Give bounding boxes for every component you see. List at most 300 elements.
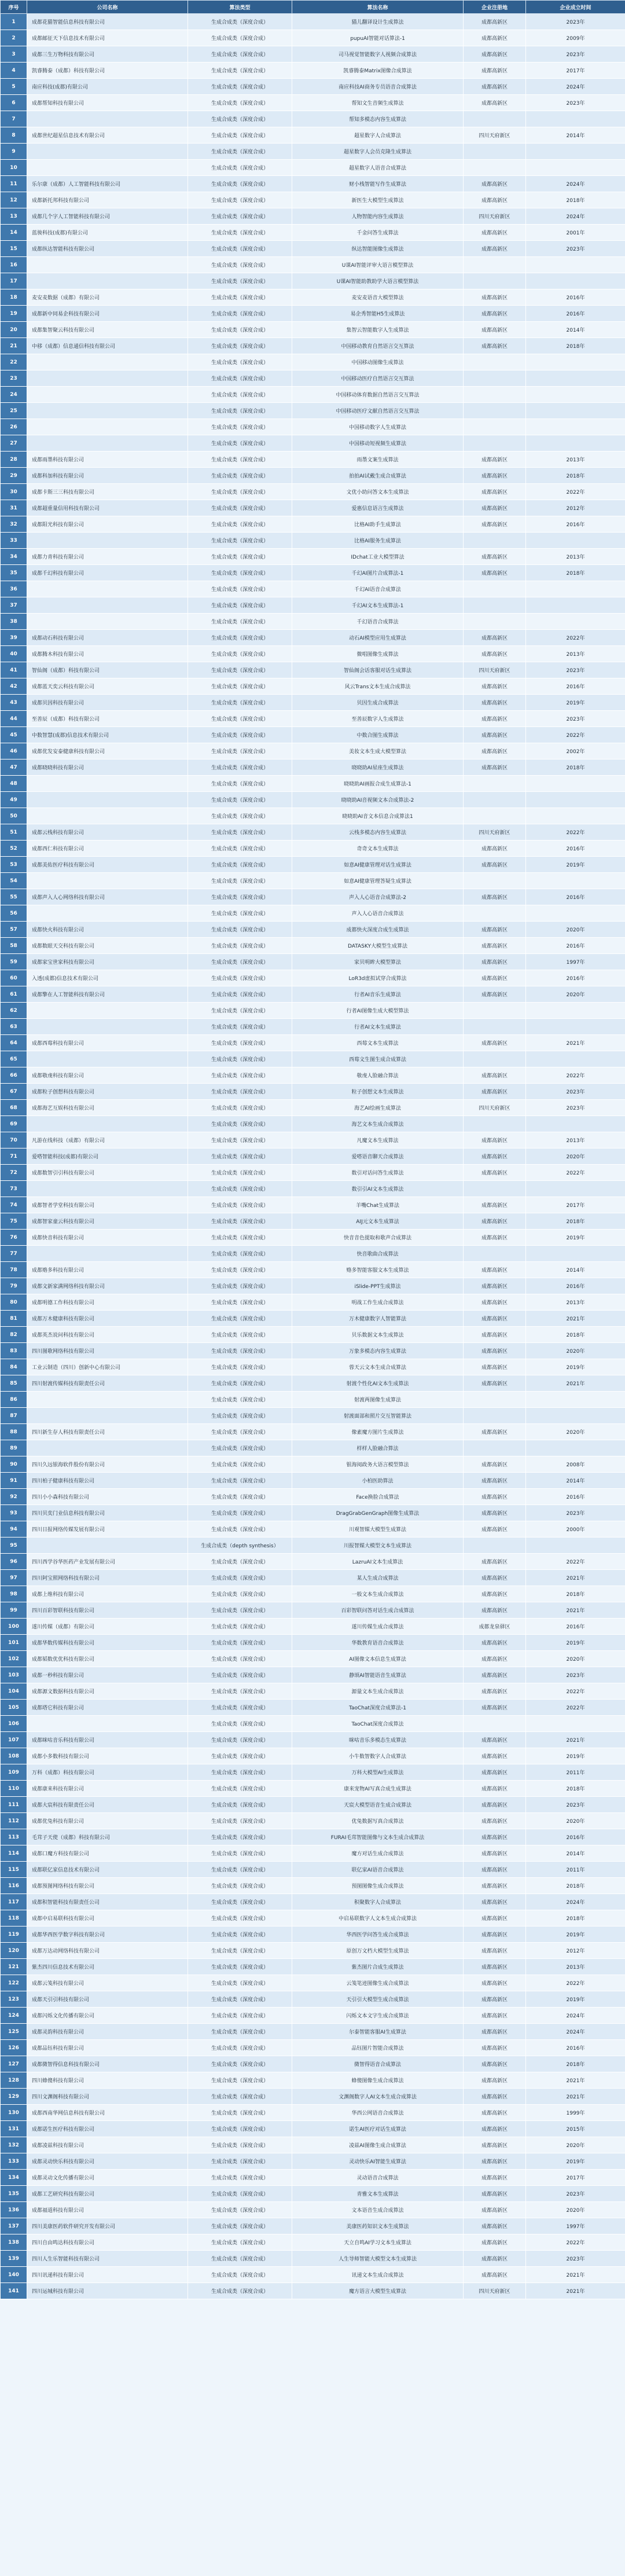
cell-registration-region: 成都高新区 <box>464 2186 526 2202</box>
cell-registration-region: 成都高新区 <box>464 1148 526 1165</box>
cell-company: 成都中启易联科技有限公司 <box>27 1910 188 1927</box>
cell-company: 成都预图网络科技有限公司 <box>27 1878 188 1894</box>
cell-index: 44 <box>1 711 27 727</box>
cell-registration-region: 成都高新区 <box>464 857 526 873</box>
table-row <box>1 289 625 306</box>
cell-company: 四川美康医药软件研究开发有限公司 <box>27 2218 188 2234</box>
cell-company <box>27 1116 188 1132</box>
cell-registration-region: 成都高新区 <box>464 2267 526 2283</box>
cell-company: 成都集智聚云科技有限公司 <box>27 322 188 338</box>
cell-index: 71 <box>1 1148 27 1165</box>
cell-index: 131 <box>1 2121 27 2137</box>
table-row <box>1 1327 625 1343</box>
cell-algorithm-type: 生成合成类（深度合成） <box>188 1651 292 1667</box>
cell-registration-region <box>464 1716 526 1732</box>
cell-company: 成都快火科技有限公司 <box>27 922 188 938</box>
cell-company: 成都阳光科技有限公司 <box>27 516 188 533</box>
cell-registration-region: 四川天府新区 <box>464 2283 526 2299</box>
cell-registration-region: 成都高新区 <box>464 2008 526 2024</box>
cell-index: 116 <box>1 1878 27 1894</box>
cell-algorithm-name: 积聚数字人合成算法 <box>292 1894 464 1910</box>
cell-algorithm-name: DATASKY大模型生成算法 <box>292 938 464 954</box>
table-row <box>1 1473 625 1489</box>
cell-company: 成都塔它科技有限公司 <box>27 1700 188 1716</box>
cell-company <box>27 403 188 419</box>
cell-algorithm-type: 生成合成类（深度合成） <box>188 1213 292 1230</box>
cell-algorithm-name: 赂多智能客服文本生成算法 <box>292 1262 464 1278</box>
cell-founded-year: 2000年 <box>526 1521 625 1537</box>
cell-algorithm-name: 人物智能内容生成算法 <box>292 208 464 225</box>
cell-registration-region <box>464 581 526 597</box>
cell-algorithm-type: 生成合成类（深度合成） <box>188 1829 292 1845</box>
cell-company: 四川阿宝照网络科技有限公司 <box>27 1570 188 1586</box>
cell-index: 74 <box>1 1197 27 1213</box>
cell-index: 135 <box>1 2186 27 2202</box>
cell-registration-region: 成都高新区 <box>464 727 526 743</box>
cell-registration-region: 成都高新区 <box>464 1959 526 1975</box>
cell-algorithm-name: 讯递文本生成合成算法 <box>292 2267 464 2283</box>
cell-company: 四川蜂傻科技有限公司 <box>27 2072 188 2089</box>
cell-registration-region: 成都高新区 <box>464 2137 526 2153</box>
table-row <box>1 273 625 289</box>
cell-algorithm-name: 海艺文本生成合成算法 <box>292 1116 464 1132</box>
cell-founded-year: 2021年 <box>526 1602 625 1619</box>
table-row <box>1 1700 625 1716</box>
cell-index: 82 <box>1 1327 27 1343</box>
cell-company: 成都雨墨科技有限公司 <box>27 452 188 468</box>
cell-algorithm-type: 生成合成类（深度合成） <box>188 306 292 322</box>
cell-registration-region: 成都高新区 <box>464 14 526 30</box>
cell-algorithm-name: 行者AI音乐生成算法 <box>292 986 464 1003</box>
cell-algorithm-type: 生成合成类（深度合成） <box>188 1181 292 1197</box>
cell-algorithm-name: 静颂AI智能语音生成算法 <box>292 1667 464 1683</box>
cell-founded-year: 2019年 <box>526 695 625 711</box>
cell-algorithm-type: 生成合成类（深度合成） <box>188 322 292 338</box>
cell-founded-year: 2013年 <box>526 646 625 662</box>
cell-company <box>27 1537 188 1554</box>
cell-company: 毛茸子天使（成都）科技有限公司 <box>27 1829 188 1845</box>
cell-registration-region: 成都高新区 <box>464 468 526 484</box>
cell-index: 13 <box>1 208 27 225</box>
cell-founded-year: 2013年 <box>526 1132 625 1148</box>
cell-algorithm-name: 西莓文本生成算法 <box>292 1035 464 1051</box>
cell-registration-region <box>464 1181 526 1197</box>
cell-algorithm-name: 源量文本生成合成算法 <box>292 1683 464 1700</box>
cell-founded-year <box>526 111 625 127</box>
cell-algorithm-type: 生成合成类（深度合成） <box>188 176 292 192</box>
cell-algorithm-type: 生成合成类（深度合成） <box>188 2186 292 2202</box>
cell-company <box>27 435 188 452</box>
table-row <box>1 533 625 549</box>
cell-registration-region: 成都高新区 <box>464 1570 526 1586</box>
cell-company: 中数智慧(成都)信息技术有限公司 <box>27 727 188 743</box>
cell-algorithm-name: 易企秀智能H5生成算法 <box>292 306 464 322</box>
cell-founded-year <box>526 1181 625 1197</box>
cell-index: 129 <box>1 2089 27 2105</box>
table-row <box>1 192 625 208</box>
cell-algorithm-name: 明战工作生成合成算法 <box>292 1294 464 1311</box>
table-row <box>1 1246 625 1262</box>
table-row <box>1 824 625 841</box>
cell-algorithm-type: 生成合成类（深度合成） <box>188 370 292 387</box>
cell-algorithm-name: 晓晓助AI音文本信息合成算法1 <box>292 808 464 824</box>
table-row <box>1 2105 625 2121</box>
cell-registration-region: 成都高新区 <box>464 1230 526 1246</box>
cell-registration-region <box>464 614 526 630</box>
cell-founded-year: 2019年 <box>526 1927 625 1943</box>
cell-company <box>27 144 188 160</box>
cell-registration-region: 成都高新区 <box>464 63 526 79</box>
cell-founded-year <box>526 370 625 387</box>
cell-index: 12 <box>1 192 27 208</box>
cell-index: 62 <box>1 1003 27 1019</box>
table-row <box>1 484 625 500</box>
table-row <box>1 1975 625 1991</box>
cell-algorithm-name: 华西医学问答生成合成算法 <box>292 1927 464 1943</box>
cell-company: 成都贝因科技有限公司 <box>27 695 188 711</box>
cell-company: 四川运城科技有限公司 <box>27 2283 188 2299</box>
cell-index: 15 <box>1 241 27 257</box>
cell-algorithm-type: 生成合成类（深度合成） <box>188 1067 292 1084</box>
cell-algorithm-name: 海艺AI绘画生成算法 <box>292 1100 464 1116</box>
cell-company: 四川讯递科技有限公司 <box>27 2267 188 2283</box>
cell-company: 成都世纪超星信息技术有限公司 <box>27 127 188 144</box>
cell-registration-region <box>464 1051 526 1067</box>
cell-company: 成都粒子创想科技有限公司 <box>27 1084 188 1100</box>
cell-registration-region: 成都高新区 <box>464 1748 526 1764</box>
cell-index: 81 <box>1 1311 27 1327</box>
cell-founded-year: 1999年 <box>526 2105 625 2121</box>
table-row <box>1 500 625 516</box>
cell-registration-region: 成都高新区 <box>464 176 526 192</box>
cell-company: 成都上维科技有限公司 <box>27 1586 188 1602</box>
cell-registration-region <box>464 1019 526 1035</box>
cell-company: 四川百彩智联科技有限公司 <box>27 1602 188 1619</box>
table-row <box>1 1067 625 1084</box>
cell-registration-region: 成都高新区 <box>464 1829 526 1845</box>
cell-company: 成都西仁科技有限公司 <box>27 841 188 857</box>
cell-founded-year: 2020年 <box>526 2137 625 2153</box>
cell-algorithm-type: 生成合成类（深度合成） <box>188 63 292 79</box>
cell-company <box>27 776 188 792</box>
cell-algorithm-name: 射渡个性化AI文本生成算法 <box>292 1375 464 1392</box>
cell-registration-region: 成都高新区 <box>464 1683 526 1700</box>
table-row <box>1 419 625 435</box>
cell-founded-year: 2018年 <box>526 2056 625 2072</box>
cell-registration-region <box>464 1116 526 1132</box>
cell-company: 麦安麦数据（成都）有限公司 <box>27 289 188 306</box>
cell-index: 30 <box>1 484 27 500</box>
table-row <box>1 2202 625 2218</box>
cell-index: 91 <box>1 1473 27 1489</box>
cell-index: 96 <box>1 1554 27 1570</box>
cell-founded-year <box>526 160 625 176</box>
cell-algorithm-name: 紫杰图片合成生成算法 <box>292 1959 464 1975</box>
cell-algorithm-type: 生成合成类（深度合成） <box>188 79 292 95</box>
table-row <box>1 2234 625 2251</box>
table-row <box>1 1910 625 1927</box>
cell-company: 成都超重量信用科技有限公司 <box>27 500 188 516</box>
cell-company: 成都一秒科技有限公司 <box>27 1667 188 1683</box>
cell-registration-region: 成都高新区 <box>464 1700 526 1716</box>
cell-registration-region: 成都高新区 <box>464 1975 526 1991</box>
cell-company <box>27 792 188 808</box>
cell-algorithm-type: 生成合成类（深度合成） <box>188 2202 292 2218</box>
cell-index: 92 <box>1 1489 27 1505</box>
cell-algorithm-type: 生成合成类（深度合成） <box>188 1716 292 1732</box>
cell-registration-region: 成都高新区 <box>464 1813 526 1829</box>
cell-algorithm-name: 如意AI健康管理答疑生成算法 <box>292 873 464 889</box>
cell-founded-year: 2024年 <box>526 208 625 225</box>
cell-algorithm-name: 声入人心语音合成算法-2 <box>292 889 464 905</box>
cell-algorithm-name: 至善辰数字人生成算法 <box>292 711 464 727</box>
cell-registration-region <box>464 792 526 808</box>
cell-registration-region: 成都高新区 <box>464 1505 526 1521</box>
cell-registration-region: 成都高新区 <box>464 1521 526 1537</box>
table-row <box>1 1019 625 1035</box>
cell-company: 入透(成都)信息技术有限公司 <box>27 970 188 986</box>
cell-company <box>27 1408 188 1424</box>
cell-company: 成都大宸科技有限责任公司 <box>27 1797 188 1813</box>
cell-algorithm-type: 生成合成类（深度合成） <box>188 500 292 516</box>
cell-index: 124 <box>1 2008 27 2024</box>
cell-founded-year: 2019年 <box>526 1635 625 1651</box>
cell-registration-region: 成都高新区 <box>464 1294 526 1311</box>
cell-algorithm-type: 生成合成类（深度合成） <box>188 695 292 711</box>
table-row <box>1 1845 625 1862</box>
cell-index: 67 <box>1 1084 27 1100</box>
cell-algorithm-type: 生成合成类（深度合成） <box>188 1230 292 1246</box>
cell-algorithm-type: 生成合成类（深度合成） <box>188 1781 292 1797</box>
cell-registration-region: 成都高新区 <box>464 1554 526 1570</box>
cell-algorithm-type: 生成合成类（深度合成） <box>188 597 292 614</box>
cell-registration-region: 成都高新区 <box>464 500 526 516</box>
cell-index: 57 <box>1 922 27 938</box>
cell-company: 成都诺生医疗科技有限公司 <box>27 2121 188 2137</box>
cell-registration-region: 成都高新区 <box>464 1132 526 1148</box>
cell-registration-region <box>464 533 526 549</box>
cell-company: 至善辰（成都）科技有限公司 <box>27 711 188 727</box>
table-row <box>1 516 625 533</box>
table-row <box>1 1635 625 1651</box>
cell-index: 72 <box>1 1165 27 1181</box>
cell-algorithm-type: 生成合成类（深度合成） <box>188 127 292 144</box>
cell-company <box>27 273 188 289</box>
cell-algorithm-name: 帮知多模态内容生成算法 <box>292 111 464 127</box>
cell-algorithm-name: 行者AI文本生成算法 <box>292 1019 464 1035</box>
table-row <box>1 1732 625 1748</box>
cell-algorithm-type: 生成合成类（深度合成） <box>188 46 292 63</box>
table-row <box>1 1262 625 1278</box>
cell-algorithm-name: 中国移动教育自然语言交互算法 <box>292 338 464 354</box>
cell-algorithm-name: 纵达智能图像生成算法 <box>292 241 464 257</box>
cell-algorithm-type: 生成合成类（深度合成） <box>188 873 292 889</box>
cell-algorithm-type: 生成合成类（深度合成） <box>188 2153 292 2170</box>
cell-algorithm-name: 康来宠物AI写真合成生成算法 <box>292 1781 464 1797</box>
cell-registration-region <box>464 808 526 824</box>
cell-company: 四川新生存人科技有限责任公司 <box>27 1424 188 1440</box>
cell-algorithm-name: 麦安麦语音大模型算法 <box>292 289 464 306</box>
cell-index: 84 <box>1 1359 27 1375</box>
table-row <box>1 127 625 144</box>
cell-founded-year <box>526 808 625 824</box>
cell-index: 37 <box>1 597 27 614</box>
cell-company: 乐尔康（成都）人工智能科技有限公司 <box>27 176 188 192</box>
table-row <box>1 1683 625 1700</box>
cell-algorithm-name: 贝因生成合成算法 <box>292 695 464 711</box>
cell-founded-year: 2017年 <box>526 1197 625 1213</box>
cell-algorithm-name: 中国移动短视频生成算法 <box>292 435 464 452</box>
cell-company: 四川射渡传媒科技有限责任公司 <box>27 1375 188 1392</box>
cell-founded-year: 2016年 <box>526 841 625 857</box>
table-row <box>1 1343 625 1359</box>
cell-index: 14 <box>1 225 27 241</box>
cell-registration-region: 成都高新区 <box>464 95 526 111</box>
cell-company: 四川西学谷华医药产业发展有限公司 <box>27 1554 188 1570</box>
table-row <box>1 1359 625 1375</box>
cell-index: 77 <box>1 1246 27 1262</box>
cell-company: 成都福道科技有限公司 <box>27 2202 188 2218</box>
cell-algorithm-name: 联亿家AI语音合成算法 <box>292 1862 464 1878</box>
cell-index: 25 <box>1 403 27 419</box>
cell-founded-year: 1997年 <box>526 954 625 970</box>
table-row <box>1 776 625 792</box>
cell-index: 130 <box>1 2105 27 2121</box>
cell-registration-region: 成都高新区 <box>464 452 526 468</box>
cell-algorithm-type: 生成合成类（深度合成） <box>188 1278 292 1294</box>
cell-algorithm-type: 生成合成类（深度合成） <box>188 2251 292 2267</box>
cell-registration-region: 成都高新区 <box>464 1213 526 1230</box>
cell-index: 90 <box>1 1456 27 1473</box>
cell-company: 四川久远银海软件股份有限公司 <box>27 1456 188 1473</box>
cell-algorithm-type: 生成合成类（深度合成） <box>188 1667 292 1683</box>
cell-algorithm-name: iSlide-PPT生成算法 <box>292 1278 464 1294</box>
cell-registration-region: 成都高新区 <box>464 2056 526 2072</box>
cell-index: 2 <box>1 30 27 46</box>
cell-index: 75 <box>1 1213 27 1230</box>
cell-algorithm-type: 生成合成类（深度合成） <box>188 1100 292 1116</box>
cell-registration-region: 成都高新区 <box>464 646 526 662</box>
table-row <box>1 1035 625 1051</box>
cell-company: 成都联亿家信息技术有限公司 <box>27 1862 188 1878</box>
cell-company: 成都力青科技有限公司 <box>27 549 188 565</box>
cell-registration-region <box>464 257 526 273</box>
cell-algorithm-type: 生成合成类（深度合成） <box>188 1894 292 1910</box>
cell-registration-region: 成都高新区 <box>464 1797 526 1813</box>
cell-registration-region: 成都高新区 <box>464 1165 526 1181</box>
cell-founded-year: 2019年 <box>526 1230 625 1246</box>
cell-algorithm-name: 文优小助问答文本生成算法 <box>292 484 464 500</box>
cell-registration-region <box>464 1440 526 1456</box>
cell-registration-region: 成都高新区 <box>464 79 526 95</box>
cell-index: 138 <box>1 2234 27 2251</box>
table-row <box>1 1311 625 1327</box>
table-row <box>1 2267 625 2283</box>
cell-company: 四川贝奕门业信息科技有限公司 <box>27 1505 188 1521</box>
cell-founded-year: 2023年 <box>526 662 625 678</box>
cell-company <box>27 1716 188 1732</box>
table-row <box>1 95 625 111</box>
cell-algorithm-name: 比格AI助手生成算法 <box>292 516 464 533</box>
cell-index: 42 <box>1 678 27 695</box>
cell-algorithm-type: 生成合成类（深度合成） <box>188 808 292 824</box>
cell-algorithm-name: 快音歌曲合成算法 <box>292 1246 464 1262</box>
cell-index: 52 <box>1 841 27 857</box>
cell-algorithm-type: 生成合成类（深度合成） <box>188 581 292 597</box>
table-row <box>1 873 625 889</box>
table-row <box>1 403 625 419</box>
cell-algorithm-type: 生成合成类（深度合成） <box>188 1003 292 1019</box>
table-row <box>1 808 625 824</box>
cell-founded-year: 2019年 <box>526 1359 625 1375</box>
cell-algorithm-name: 快音音色提取和歌声合成算法 <box>292 1230 464 1246</box>
cell-registration-region: 成都高新区 <box>464 2251 526 2267</box>
cell-company: 四川日报网络传媒发展有限公司 <box>27 1521 188 1537</box>
cell-algorithm-name: 羊嘴Chat生成算法 <box>292 1197 464 1213</box>
cell-algorithm-type: 生成合成类（深度合成） <box>188 419 292 435</box>
cell-index: 139 <box>1 2251 27 2267</box>
cell-registration-region <box>464 403 526 419</box>
cell-index: 26 <box>1 419 27 435</box>
cell-registration-region: 成都高新区 <box>464 1894 526 1910</box>
cell-company <box>27 419 188 435</box>
cell-company: 成都工艺研究科技有限公司 <box>27 2186 188 2202</box>
cell-registration-region <box>464 1408 526 1424</box>
cell-registration-region: 成都高新区 <box>464 1667 526 1683</box>
cell-algorithm-type: 生成合成类（深度合成） <box>188 565 292 581</box>
cell-algorithm-type: 生成合成类（深度合成） <box>188 1084 292 1100</box>
table-row <box>1 1424 625 1440</box>
header-registration-region: 企业注册地 <box>464 1 526 14</box>
cell-index: 89 <box>1 1440 27 1456</box>
cell-company: 成都蓝天奕云科技有限公司 <box>27 678 188 695</box>
cell-founded-year: 2016年 <box>526 289 625 306</box>
cell-founded-year: 2013年 <box>526 1959 625 1975</box>
table-row <box>1 1278 625 1294</box>
table-row <box>1 954 625 970</box>
cell-index: 43 <box>1 695 27 711</box>
cell-founded-year: 2013年 <box>526 549 625 565</box>
cell-founded-year: 2020年 <box>526 1651 625 1667</box>
cell-index: 3 <box>1 46 27 63</box>
cell-founded-year: 2020年 <box>526 922 625 938</box>
cell-algorithm-name: 雨墨文案生成算法 <box>292 452 464 468</box>
cell-company: 成都声入人心网络科技有限公司 <box>27 889 188 905</box>
cell-founded-year: 2014年 <box>526 1262 625 1278</box>
cell-founded-year: 2023年 <box>526 1797 625 1813</box>
cell-algorithm-name: 司马视觉智能数字人视频合成算法 <box>292 46 464 63</box>
cell-company: 成都家宝世家科技有限公司 <box>27 954 188 970</box>
cell-algorithm-name: 中国移动医疗文献自然语言交互算法 <box>292 403 464 419</box>
table-row <box>1 662 625 678</box>
cell-algorithm-name: 蜂傻图像生成合成算法 <box>292 2072 464 2089</box>
table-row <box>1 1456 625 1473</box>
cell-registration-region <box>464 1246 526 1262</box>
cell-algorithm-name: 射渡面部和照片交互智能算法 <box>292 1408 464 1424</box>
cell-algorithm-type: 生成合成类（深度合成） <box>188 1035 292 1051</box>
cell-company: 成都帮知科技有限公司 <box>27 95 188 111</box>
table-row <box>1 1878 625 1894</box>
cell-algorithm-type: 生成合成类（深度合成） <box>188 646 292 662</box>
cell-algorithm-type: 生成合成类（深度合成） <box>188 241 292 257</box>
cell-founded-year: 2011年 <box>526 1764 625 1781</box>
cell-registration-region: 成都高新区 <box>464 889 526 905</box>
cell-algorithm-name: 万木健康数字人智能算法 <box>292 1311 464 1327</box>
cell-founded-year: 2024年 <box>526 79 625 95</box>
table-row <box>1 905 625 922</box>
cell-algorithm-name: 微唱图像生成算法 <box>292 646 464 662</box>
cell-founded-year: 2018年 <box>526 192 625 208</box>
